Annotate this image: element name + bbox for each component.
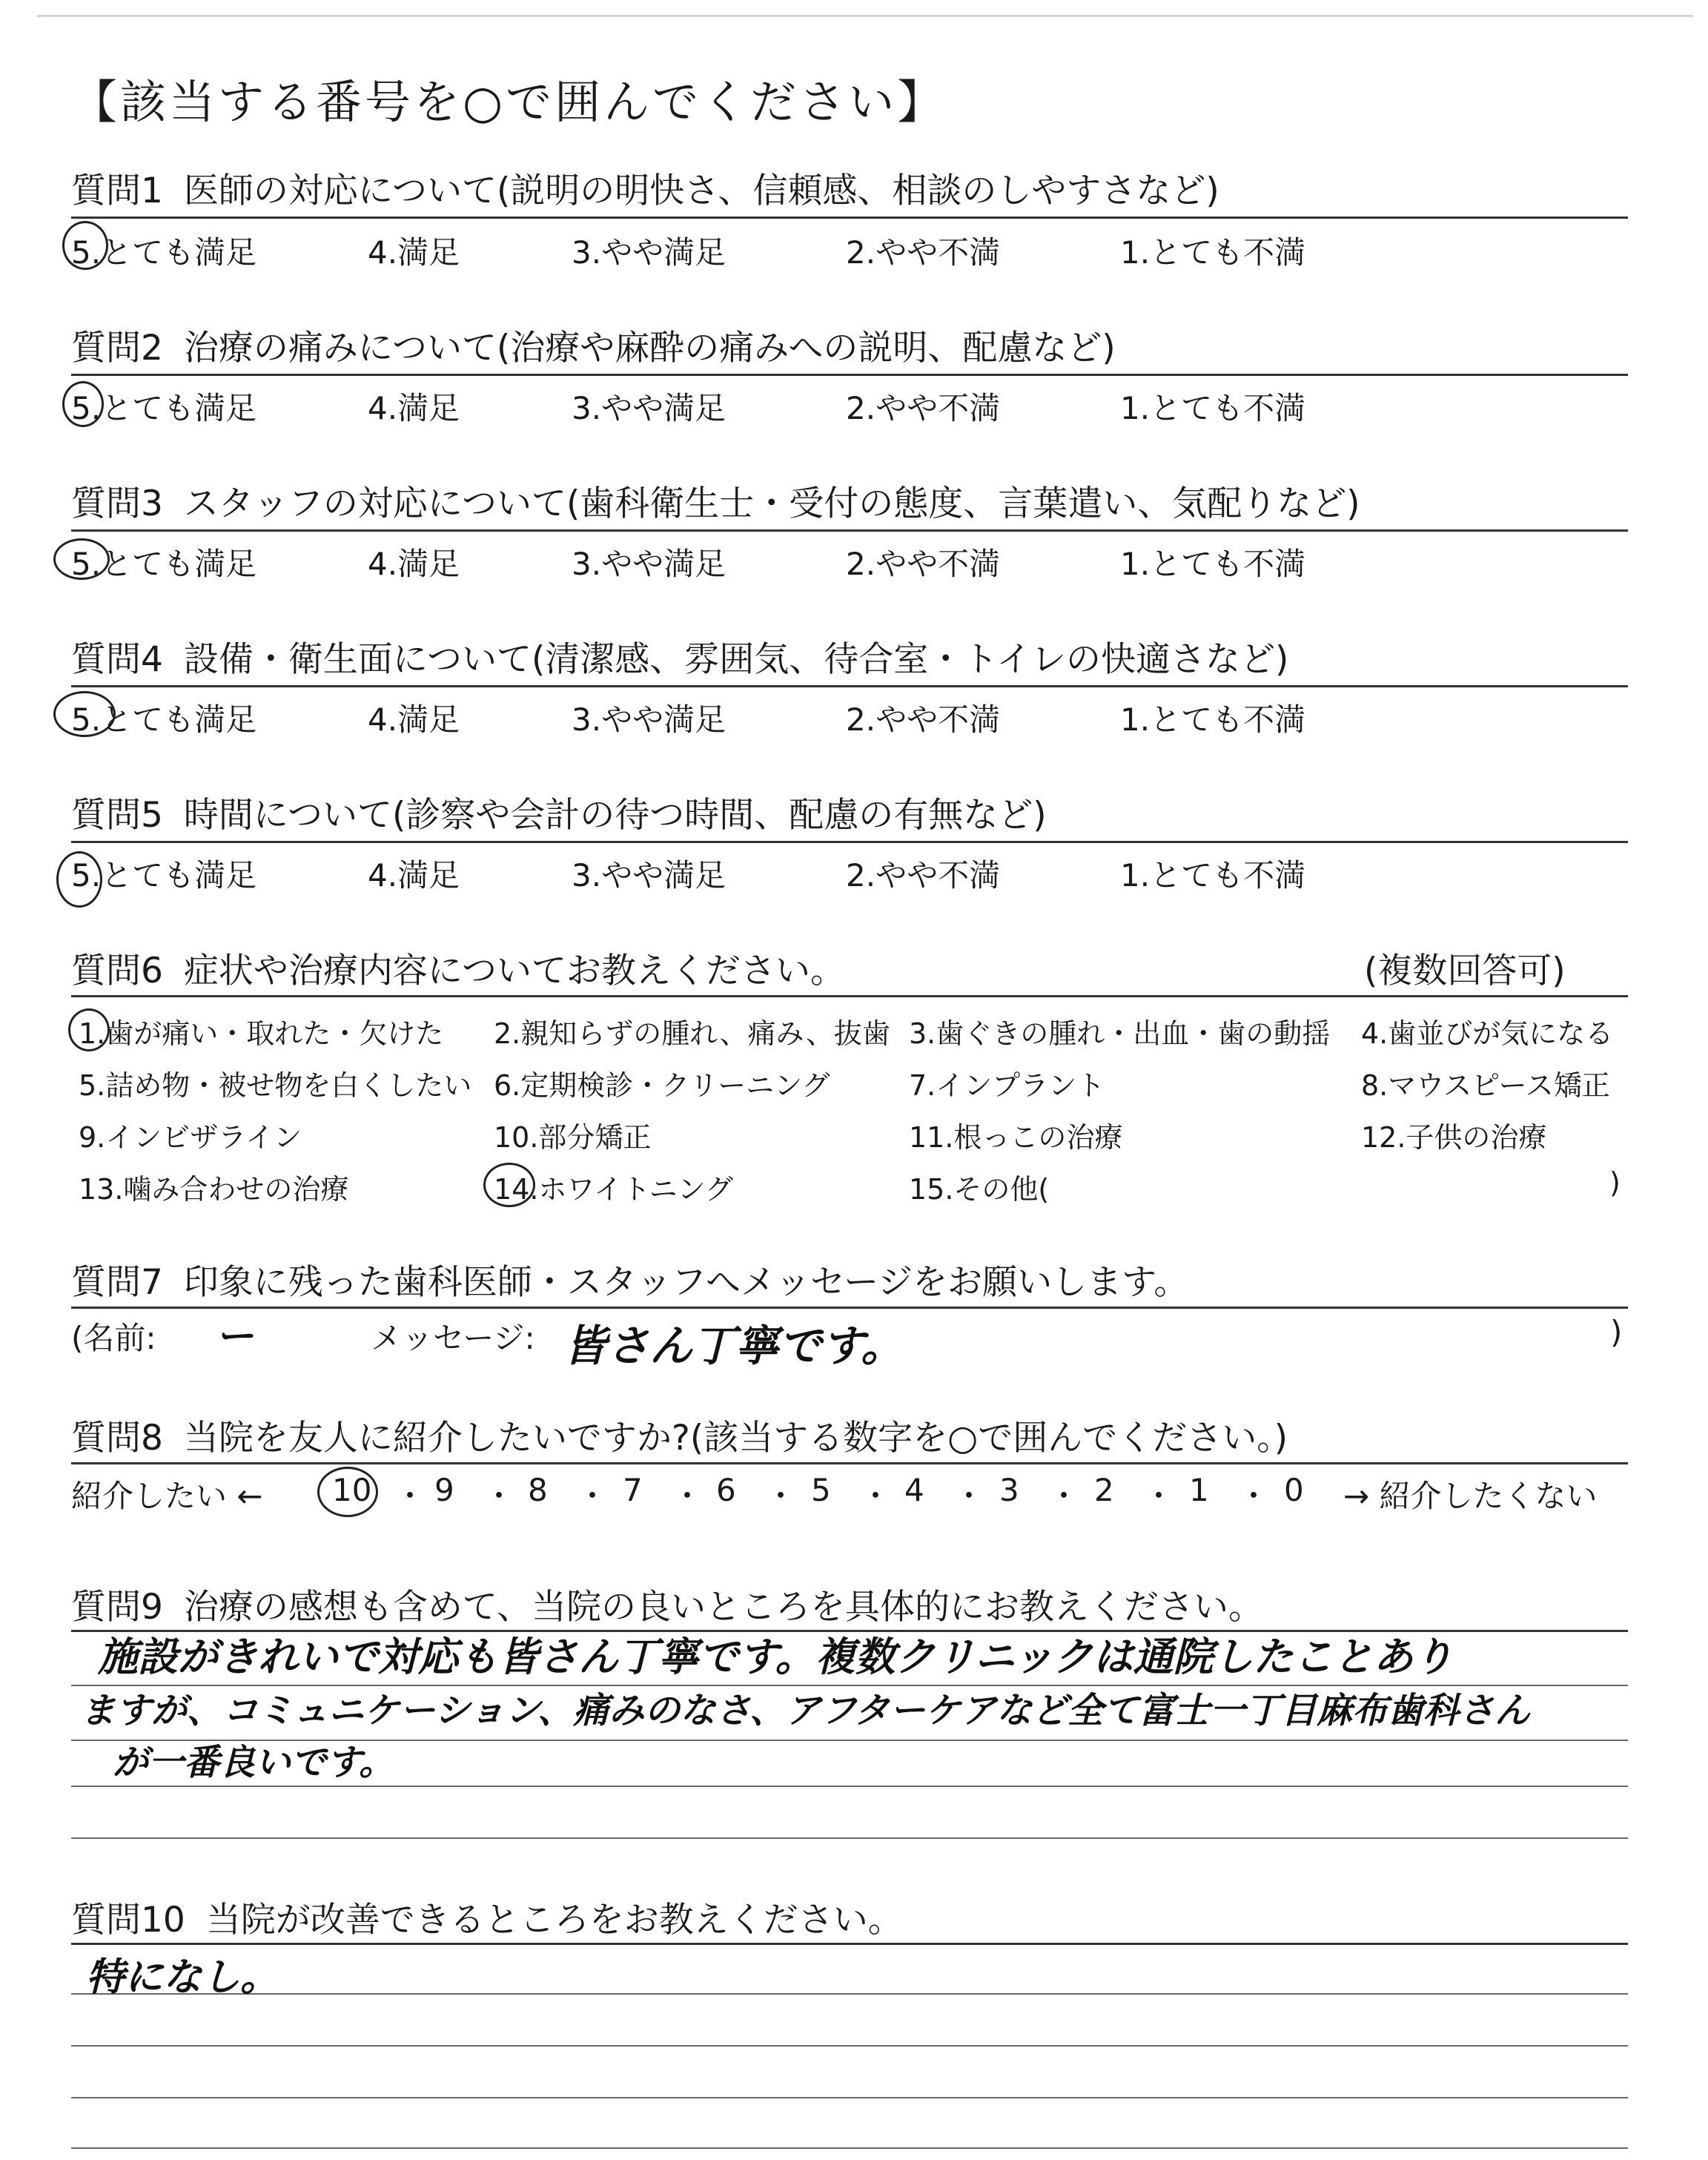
q10-rule-3	[71, 2045, 1628, 2047]
q4-option-5[interactable]: 5.とても満足	[71, 701, 257, 738]
q10-rule-2	[71, 1993, 1628, 1995]
q5-selection-circle	[56, 851, 102, 908]
q8-scale-10[interactable]: 10	[332, 1472, 372, 1508]
q6-options	[71, 1005, 1628, 1227]
q6-item-8[interactable]: 8.マウスピース矯正	[1361, 1069, 1610, 1102]
q6-item-9[interactable]: 9.インビザライン	[79, 1121, 302, 1154]
q5-title: 質問5 時間について(診察や会計の待つ時間、配慮の有無など)	[71, 795, 1047, 836]
q8-scale-3[interactable]: 3	[999, 1472, 1019, 1508]
q8-selection-circle	[317, 1467, 378, 1517]
q1-option-1[interactable]: 1.とても不満	[1120, 234, 1306, 271]
q10-rule-1	[71, 1943, 1628, 1945]
q4-option-4[interactable]: 4.満足	[368, 701, 460, 738]
q6-item-1[interactable]: 1.歯が痛い・取れた・欠けた	[79, 1017, 444, 1050]
q8-scale-7[interactable]: 7	[623, 1472, 643, 1508]
q2-option-5[interactable]: 5.とても満足	[71, 390, 257, 426]
q4-rule	[71, 685, 1628, 687]
q10-title: 質問10 当院が改善できるところをお教えください。	[71, 1900, 903, 1941]
q4-option-2[interactable]: 2.やや不満	[846, 701, 1001, 738]
q6-item-13[interactable]: 13.噛み合わせの治療	[79, 1173, 349, 1206]
q8-right-label: → 紹介したくない	[1343, 1478, 1598, 1514]
q6-item-14[interactable]: 14.ホワイトニング	[494, 1173, 734, 1206]
q2-option-3[interactable]: 3.やや満足	[572, 390, 726, 426]
q1-options	[71, 228, 1628, 273]
q1-option-4[interactable]: 4.満足	[368, 234, 460, 271]
q10-answer[interactable]: 特になし。	[86, 1955, 279, 2000]
q2-selection-circle	[62, 381, 104, 427]
q1-option-3[interactable]: 3.やや満足	[572, 234, 726, 271]
q6-item-3[interactable]: 3.歯ぐきの腫れ・出血・歯の動揺	[909, 1017, 1331, 1050]
q1-option-5[interactable]: 5.とても満足	[71, 234, 257, 271]
q8-left-label: 紹介したい ←	[71, 1478, 263, 1514]
q8-scale-5[interactable]: 5	[811, 1472, 831, 1508]
q6-selection-circle-1	[68, 1008, 110, 1051]
q6-item-6[interactable]: 6.定期検診・クリーニング	[494, 1069, 830, 1102]
q5-option-1[interactable]: 1.とても不満	[1120, 857, 1306, 894]
q1-selection-circle	[62, 221, 108, 270]
top-border	[37, 15, 1693, 17]
q9-rule-5	[71, 1837, 1628, 1839]
q7-name-label: (名前:	[71, 1320, 156, 1356]
q6-item-11[interactable]: 11.根っこの治療	[909, 1121, 1123, 1154]
q1-title: 質問1 医師の対応について(説明の明快さ、信頼感、相談のしやすさなど)	[71, 171, 1219, 211]
q3-option-2[interactable]: 2.やや不満	[846, 546, 1001, 582]
q6-rule	[71, 995, 1628, 997]
q6-note: (複数回答可)	[1364, 951, 1566, 991]
q8-scale-2[interactable]: 2	[1094, 1472, 1114, 1508]
q5-options	[71, 851, 1628, 896]
q2-option-1[interactable]: 1.とても不満	[1120, 390, 1306, 426]
q1-rule	[71, 217, 1628, 219]
q10-rule-4	[71, 2097, 1628, 2098]
q8-title: 質問8 当院を友人に紹介したいですか?(該当する数字を○で囲んでください。)	[71, 1418, 1288, 1459]
q6-item-15-close: )	[1609, 1166, 1621, 1199]
q9-title: 質問9 治療の感想も含めて、当院の良いところを具体的にお教えください。	[71, 1587, 1263, 1628]
q3-selection-circle	[53, 538, 110, 580]
q2-rule	[71, 374, 1628, 376]
q2-option-4[interactable]: 4.満足	[368, 390, 460, 426]
q8-rule	[71, 1462, 1628, 1464]
q3-option-5[interactable]: 5.とても満足	[71, 546, 257, 582]
q7-message-value[interactable]: 皆さん丁寧です。	[563, 1321, 904, 1371]
q6-item-10[interactable]: 10.部分矯正	[494, 1121, 652, 1154]
q3-option-1[interactable]: 1.とても不満	[1120, 546, 1306, 582]
q9-answer-line-3[interactable]: が一番良いです。	[113, 1742, 395, 1783]
q3-rule	[71, 529, 1628, 532]
q4-option-1[interactable]: 1.とても不満	[1120, 701, 1306, 738]
q5-option-2[interactable]: 2.やや不満	[846, 857, 1001, 894]
q5-rule	[71, 841, 1628, 843]
q6-title: 質問6 症状や治療内容についてお教えください。	[71, 951, 845, 991]
q2-option-2[interactable]: 2.やや不満	[846, 390, 1001, 426]
q4-title: 質問4 設備・衛生面について(清潔感、雰囲気、待合室・トイレの快適さなど)	[71, 639, 1289, 680]
q3-option-3[interactable]: 3.やや満足	[572, 546, 726, 582]
q6-item-5[interactable]: 5.詰め物・被せ物を白くしたい	[79, 1069, 472, 1102]
q7-close-paren: )	[1610, 1314, 1623, 1350]
q4-selection-circle	[53, 691, 116, 737]
q2-options	[71, 384, 1628, 429]
q6-item-2[interactable]: 2.親知らずの腫れ、痛み、抜歯	[494, 1017, 890, 1050]
q6-item-7[interactable]: 7.インプラント	[909, 1069, 1105, 1102]
q8-scale-6[interactable]: 6	[716, 1472, 736, 1508]
q8-scale-9[interactable]: 9	[434, 1472, 454, 1508]
q8-scale-8[interactable]: 8	[528, 1472, 548, 1508]
q6-item-12[interactable]: 12.子供の治療	[1361, 1121, 1547, 1154]
q5-option-4[interactable]: 4.満足	[368, 857, 460, 894]
form-header: 【該当する番号を○で囲んでください】	[71, 75, 947, 129]
q8-scale-4[interactable]: 4	[904, 1472, 924, 1508]
q8-scale-1[interactable]: 1	[1189, 1472, 1209, 1508]
q9-answer-line-1[interactable]: 施設がきれいで対応も皆さん丁寧です。複数クリニックは通院したことあり	[98, 1634, 1454, 1680]
q5-option-3[interactable]: 3.やや満足	[572, 857, 726, 894]
q3-options	[71, 540, 1628, 584]
q3-title: 質問3 スタッフの対応について(歯科衛生士・受付の態度、言葉遣い、気配りなど)	[71, 483, 1360, 524]
q5-option-5[interactable]: 5.とても満足	[71, 857, 257, 894]
q6-item-4[interactable]: 4.歯並びが気になる	[1361, 1017, 1614, 1050]
q8-scale: 紹介したい ← 10 ・ 9 ・ 8 ・ 7 ・ 6 ・ 5 ・ 4 ・ 3 ・ 2 ・ 1 ・ 0 → 紹介したくない	[71, 1472, 1628, 1516]
q3-option-4[interactable]: 4.満足	[368, 546, 460, 582]
q7-title: 質問7 印象に残った歯科医師・スタッフへメッセージをお願いします。	[71, 1262, 1189, 1303]
q7-rule	[71, 1307, 1628, 1309]
q4-options	[71, 696, 1628, 740]
q6-selection-circle-14	[483, 1163, 535, 1207]
q10-rule-5	[71, 2147, 1628, 2149]
q7-message-label: メッセージ:	[371, 1320, 535, 1356]
q6-item-15[interactable]: 15.その他(	[909, 1173, 1050, 1206]
q4-option-3[interactable]: 3.やや満足	[572, 701, 726, 738]
q9-answer-line-2[interactable]: ますが、コミュニケーション、痛みのなさ、アフターケアなど全て富士一丁目麻布歯科さん	[80, 1690, 1531, 1731]
q2-title: 質問2 治療の痛みについて(治療や麻酔の痛みへの説明、配慮など)	[71, 328, 1116, 369]
q9-rule-4	[71, 1786, 1628, 1787]
q7-name-value[interactable]: ー	[215, 1315, 254, 1359]
q1-option-2[interactable]: 2.やや不満	[846, 234, 1001, 271]
q8-scale-0[interactable]: 0	[1284, 1472, 1304, 1508]
